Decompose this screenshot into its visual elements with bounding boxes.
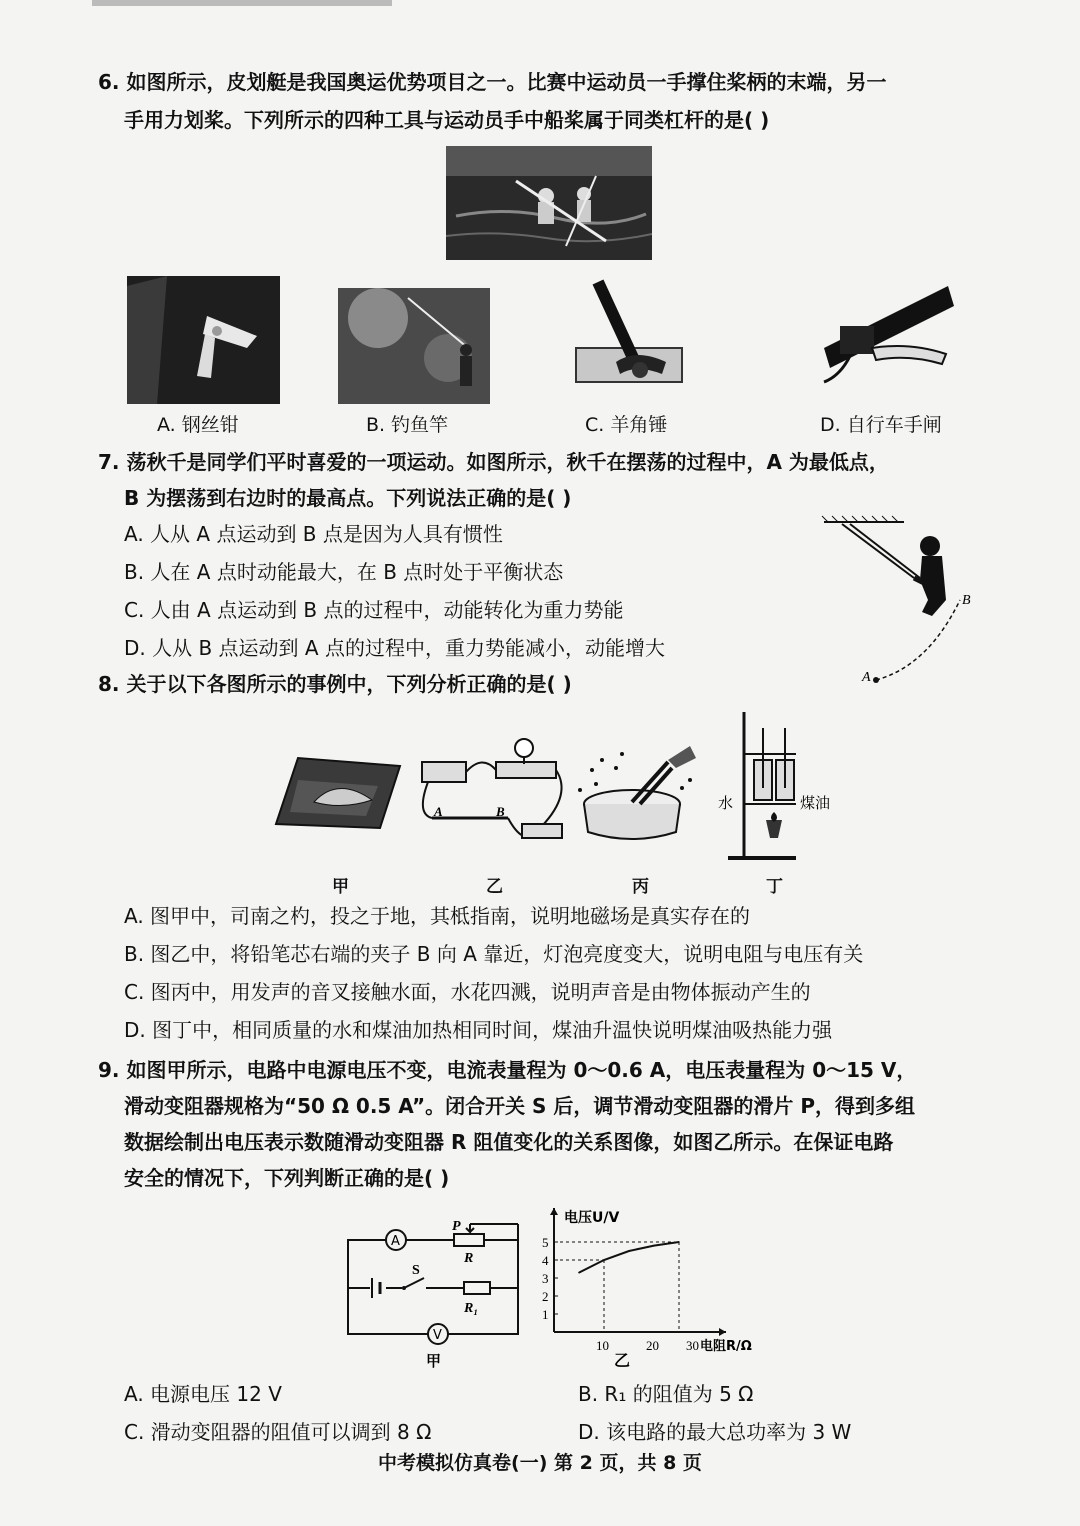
q6-option-d[interactable]: D. 自行车手闸	[820, 414, 942, 436]
y-tick-label: 2	[542, 1289, 549, 1304]
q9-option-c[interactable]: C. 滑动变阻器的阻值可以调到 8 Ω	[124, 1420, 432, 1444]
bike-brake-photo	[820, 276, 954, 388]
data-point	[653, 1245, 655, 1247]
pencil-lead-circuit-figure	[412, 734, 572, 852]
page-footer: 中考模拟仿真卷(一) 第 2 页，共 8 页	[378, 1452, 702, 1474]
q8-stem: 8. 关于以下各图所示的事例中，下列分析正确的是( )	[98, 672, 572, 696]
swing-diagram	[818, 516, 978, 686]
q9-circuit-diagram	[340, 1212, 530, 1372]
q7-option-d[interactable]: D. 人从 B 点运动到 A 点的过程中，重力势能减小，动能增大	[124, 636, 665, 660]
data-point	[603, 1259, 605, 1261]
compass-sinan-figure	[268, 750, 408, 830]
q8-option-d[interactable]: D. 图丁中，相同质量的水和煤油加热相同时间，煤油升温快说明煤油吸热能力强	[124, 1018, 833, 1042]
y-axis-label: 电压U/V	[564, 1210, 620, 1226]
fig-label-yi: 乙	[486, 877, 503, 897]
y-tick-label: 3	[542, 1271, 549, 1286]
q7-stem-line1: 7. 荡秋千是同学们平时喜爱的一项运动。如图所示，秋千在摆荡的过程中，A 为最低点，	[98, 450, 889, 474]
water-label: 水	[718, 794, 734, 812]
q9-stem-line1: 9. 如图甲所示，电路中电源电压不变，电流表量程为 0～0.6 A，电压表量程为 0～15 V，	[98, 1058, 917, 1082]
data-point	[628, 1250, 630, 1252]
swing-point-a: A	[862, 670, 871, 685]
q8-option-a[interactable]: A. 图甲中，司南之杓，投之于地，其柢指南，说明地磁场是真实存在的	[124, 904, 751, 928]
q9-option-b[interactable]: B. R₁ 的阻值为 5 Ω	[578, 1382, 754, 1406]
x-tick-label: 20	[646, 1338, 659, 1353]
q7-option-c[interactable]: C. 人由 A 点运动到 B 点的过程中，动能转化为重力势能	[124, 598, 624, 622]
clip-b-label: B	[496, 804, 505, 819]
slider-label: P	[452, 1219, 461, 1234]
fishing-rod-photo	[338, 288, 490, 404]
ammeter-symbol: A	[391, 1234, 400, 1249]
q9-option-d[interactable]: D. 该电路的最大总功率为 3 W	[578, 1420, 852, 1444]
x-axis-label: 电阻R/Ω	[700, 1339, 752, 1354]
q7-stem-line2: B 为摆荡到右边时的最高点。下列说法正确的是( )	[124, 486, 572, 510]
q6-option-b[interactable]: B. 钓鱼竿	[366, 414, 449, 436]
series-line-u-r	[579, 1242, 679, 1273]
voltmeter-symbol: V	[433, 1328, 442, 1343]
pliers-photo	[127, 276, 280, 404]
q7-option-b[interactable]: B. 人在 A 点时动能最大，在 B 点时处于平衡状态	[124, 560, 564, 584]
circuit-label: 甲	[426, 1352, 442, 1370]
y-tick-label: 5	[542, 1235, 549, 1250]
data-point	[678, 1241, 680, 1243]
resistor-label: R₁	[464, 1301, 479, 1316]
q8-option-c[interactable]: C. 图丙中，用发声的音叉接触水面，水花四溅，说明声音是由物体振动产生的	[124, 980, 811, 1004]
switch-label: S	[412, 1263, 420, 1278]
tuning-fork-water-figure	[572, 740, 702, 850]
y-tick-label: 4	[542, 1253, 549, 1268]
water-oil-heating-figure	[716, 708, 846, 868]
y-axis-arrow	[550, 1208, 558, 1215]
swing-point-b: B	[962, 593, 971, 608]
chart-label: 乙	[614, 1351, 631, 1370]
q6-option-c[interactable]: C. 羊角锤	[585, 414, 668, 436]
q8-option-b[interactable]: B. 图乙中，将铅笔芯右端的夹子 B 向 A 靠近，灯泡亮度变大，说明电阻与电压有关	[124, 942, 864, 966]
data-point	[578, 1272, 580, 1274]
kayak-photo	[446, 146, 652, 260]
x-tick-label: 10	[596, 1338, 609, 1353]
claw-hammer-photo	[576, 278, 682, 404]
q9-stem-line2: 滑动变阻器规格为“50 Ω 0.5 A”。闭合开关 S 后，调节滑动变阻器的滑片 P，得到多组	[124, 1094, 916, 1118]
q7-option-a[interactable]: A. 人从 A 点运动到 B 点是因为人具有惯性	[124, 522, 503, 546]
y-tick-label: 1	[542, 1307, 549, 1322]
fig-label-jia: 甲	[332, 877, 349, 897]
q6-stem-line2: 手用力划桨。下列所示的四种工具与运动员手中船桨属于同类杠杆的是( )	[124, 108, 770, 132]
x-axis-arrow	[719, 1328, 726, 1336]
rheostat-label: R	[464, 1251, 474, 1266]
q6-option-a[interactable]: A. 钢丝钳	[157, 414, 239, 436]
q6-stem-line1: 6. 如图所示，皮划艇是我国奥运优势项目之一。比赛中运动员一手撑住桨柄的末端，另一	[98, 70, 887, 94]
fig-label-ding: 丁	[766, 877, 783, 897]
clip-a-label: A	[434, 804, 443, 819]
oil-label: 煤油	[800, 794, 831, 812]
q9-voltage-resistance-chart	[530, 1202, 770, 1372]
top-scan-edge	[92, 0, 392, 6]
x-tick-label: 30	[686, 1338, 699, 1353]
q9-stem-line4: 安全的情况下，下列判断正确的是( )	[124, 1166, 450, 1190]
q9-option-a[interactable]: A. 电源电压 12 V	[124, 1382, 282, 1406]
fig-label-bing: 丙	[632, 877, 649, 897]
q9-stem-line3: 数据绘制出电压表示数随滑动变阻器 R 阻值变化的关系图像，如图乙所示。在保证电路	[124, 1130, 894, 1154]
